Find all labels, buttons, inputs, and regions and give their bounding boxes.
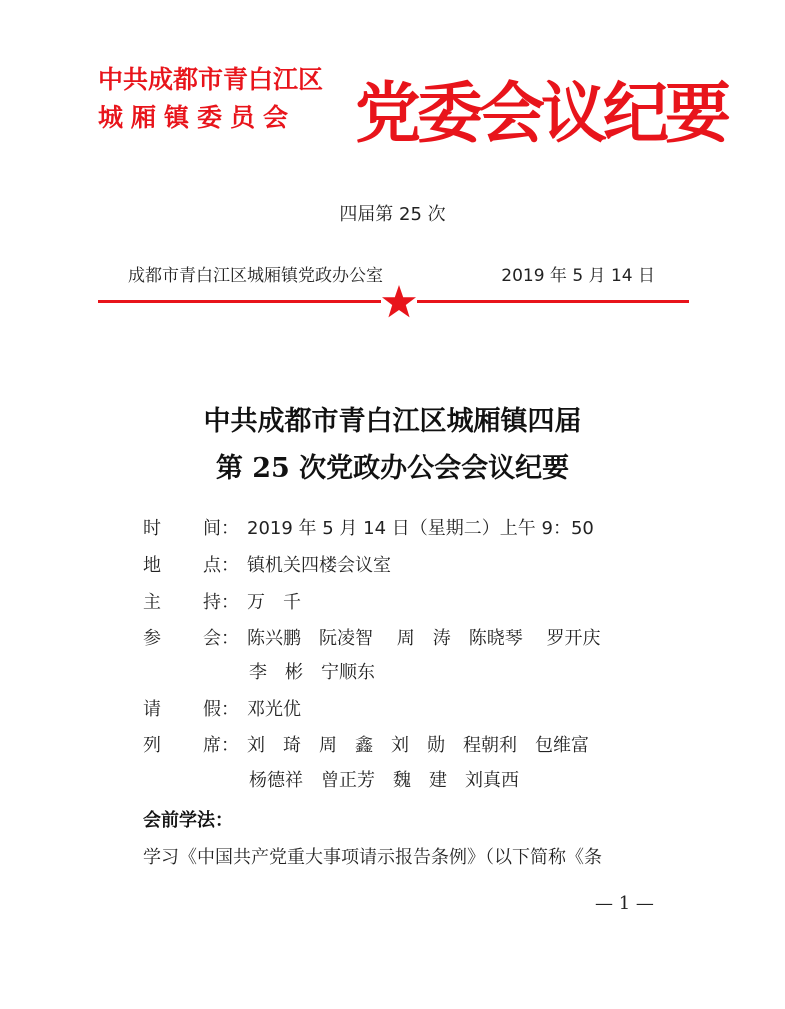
document-title-line-1: 中共成都市青白江区城厢镇四届: [203, 406, 582, 437]
issuer-row: [128, 261, 655, 286]
issuing-office: 成都市青白江区城厢镇党政办公室: [128, 266, 383, 286]
info-row-place: 地 点： 镇机关四楼会议室: [0, 551, 785, 577]
org-name-line-1: 中共成都市青白江区: [98, 65, 324, 94]
info-row-observers: 列 席： 刘 琦 周 鑫 刘 勋 程朝利 包维富 杨德祥 曾正芳 魏 建 刘真西: [0, 731, 785, 791]
info-value-place: 镇机关四楼会议室: [247, 555, 391, 576]
prestudy-heading: 会前学法：: [143, 810, 233, 831]
info-row-leave: 请 假： 邓光优: [0, 695, 785, 721]
org-name-line-2: 城厢镇委员会: [98, 103, 297, 132]
page-number: — 1 —: [595, 893, 654, 914]
info-value-observers-line-1: 刘 琦 周 鑫 刘 勋 程朝利 包维富: [247, 735, 589, 756]
info-value-attendees-line-1: 陈兴鹏 阮凌智 周 涛 陈晓琴 罗开庆: [247, 628, 601, 649]
info-value-observers-line-2: 杨德祥 曾正芳 魏 建 刘真西: [249, 770, 519, 791]
info-value-host: 万 千: [247, 592, 301, 613]
issue-number: 四届第 25 次: [339, 204, 446, 225]
info-value-attendees-line-2: 李 彬 宁顺东: [249, 662, 375, 683]
red-star-icon: [381, 284, 417, 320]
info-row-attendees: 参 会： 陈兴鹏 阮凌智 周 涛 陈晓琴 罗开庆 李 彬 宁顺东: [0, 624, 785, 684]
info-row-time: 时 间： 2019 年 5 月 14 日（星期二）上午 9：50: [0, 514, 785, 540]
red-divider-left: [98, 300, 381, 303]
prestudy-text: 学习《中国共产党重大事项请示报告条例》（以下简称《条: [143, 847, 602, 868]
red-divider-right: [417, 300, 689, 303]
info-value-leave: 邓光优: [247, 699, 301, 720]
info-value-time: 2019 年 5 月 14 日（星期二）上午 9：50: [247, 518, 594, 539]
issue-date: 2019 年 5 月 14 日: [501, 266, 655, 286]
info-row-host: 主 持： 万 千: [0, 588, 785, 614]
document-title-line-2: 第 25 次党政办公会会议纪要: [215, 453, 570, 484]
document-type-heading: 党委会议纪要: [355, 74, 727, 152]
